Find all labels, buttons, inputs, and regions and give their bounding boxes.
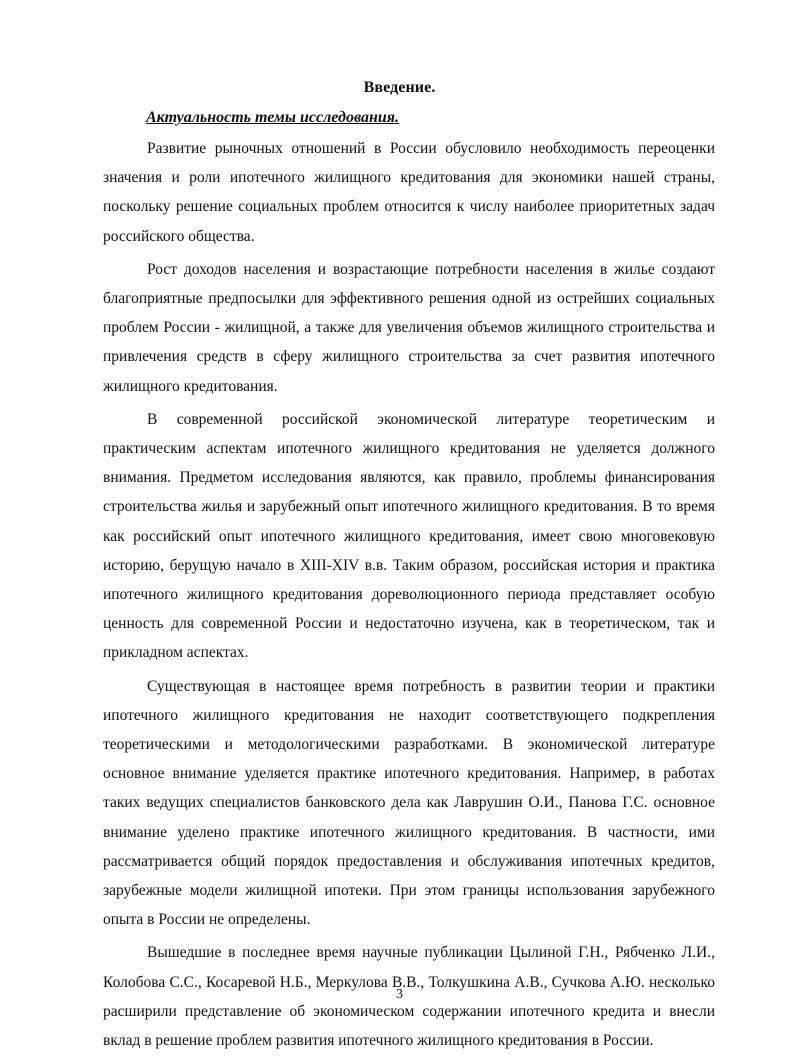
paragraph-4: Существующая в настоящее время потребность в развитии теории и практики ипотечного жилищного кредитования не находит соответствующего подкрепления теоретическими и методологическими разработками. В экономической литературе основное внимание уделяется практике ипотечного кредитования. Например, в работах таких ведущих специалистов банковского дела как Лаврушин О.И., Панова Г.С. основное внимание уделено практике ипотечного жилищного кредитования. В частности, ими рассматривается общий порядок предоставления и обслуживания ипотечных кредитов, зарубежные модели жилищной ипотеки. При этом границы использования зарубежного опыта в России не определены. xyxy=(103,677,715,929)
paragraph-2: Рост доходов населения и возрастающие потребности населения в жилье создают благоприятные предпосылки для эффективного решения одной из острейших социальных проблем России - жилищной, а также для увеличения объемов жилищного строительства и привлечения средств в сферу жилищного строительства за счет развития ипотечного жилищного кредитования. xyxy=(103,260,715,395)
section-subtitle: Актуальность темы исследования. xyxy=(146,109,399,126)
page-number: 3 xyxy=(396,987,403,1002)
body-text xyxy=(103,134,715,1059)
paragraph-1: Развитие рыночных отношений в России обусловило необходимость переоценки значения и роли ипотечного жилищного кредитования для экономики нашей страны, поскольку решение социальных проблем относится к числу наиболее приоритетных задач российского общества. xyxy=(103,140,715,245)
paragraph-3: В современной российской экономической литературе теоретическим и практическим аспектам ипотечного жилищного кредитования не уделяется должного внимания. Предметом исследования являются, как правило, проблемы финансирования строительства жилья и зарубежный опыт ипотечного жилищного кредитования. В то время как российский опыт ипотечного жилищного кредитования, имеет свою многовековую историю, берущую начало в XIII-XIV в.в. Таким образом, российская история и практика ипотечного жилищного кредитования дореволюционного периода представляет особую ценность для современной России и недостаточно изучена, как в теоретическом, так и прикладном аспектах. xyxy=(103,410,715,662)
page-title: Введение. xyxy=(363,79,436,96)
paragraph-5: Вышедшие в последнее время научные публикации Цылиной Г.Н., Рябченко Л.И., Колобова С.С., Косаревой Н.Б., Меркулова В.В., Толкушкина А.В., Сучкова А.Ю. несколько расширили представление об экономическом содержании ипотечного кредита и внесли вклад в решение проблем развития ипотечного жилищного кредитования в России. xyxy=(103,944,715,1050)
